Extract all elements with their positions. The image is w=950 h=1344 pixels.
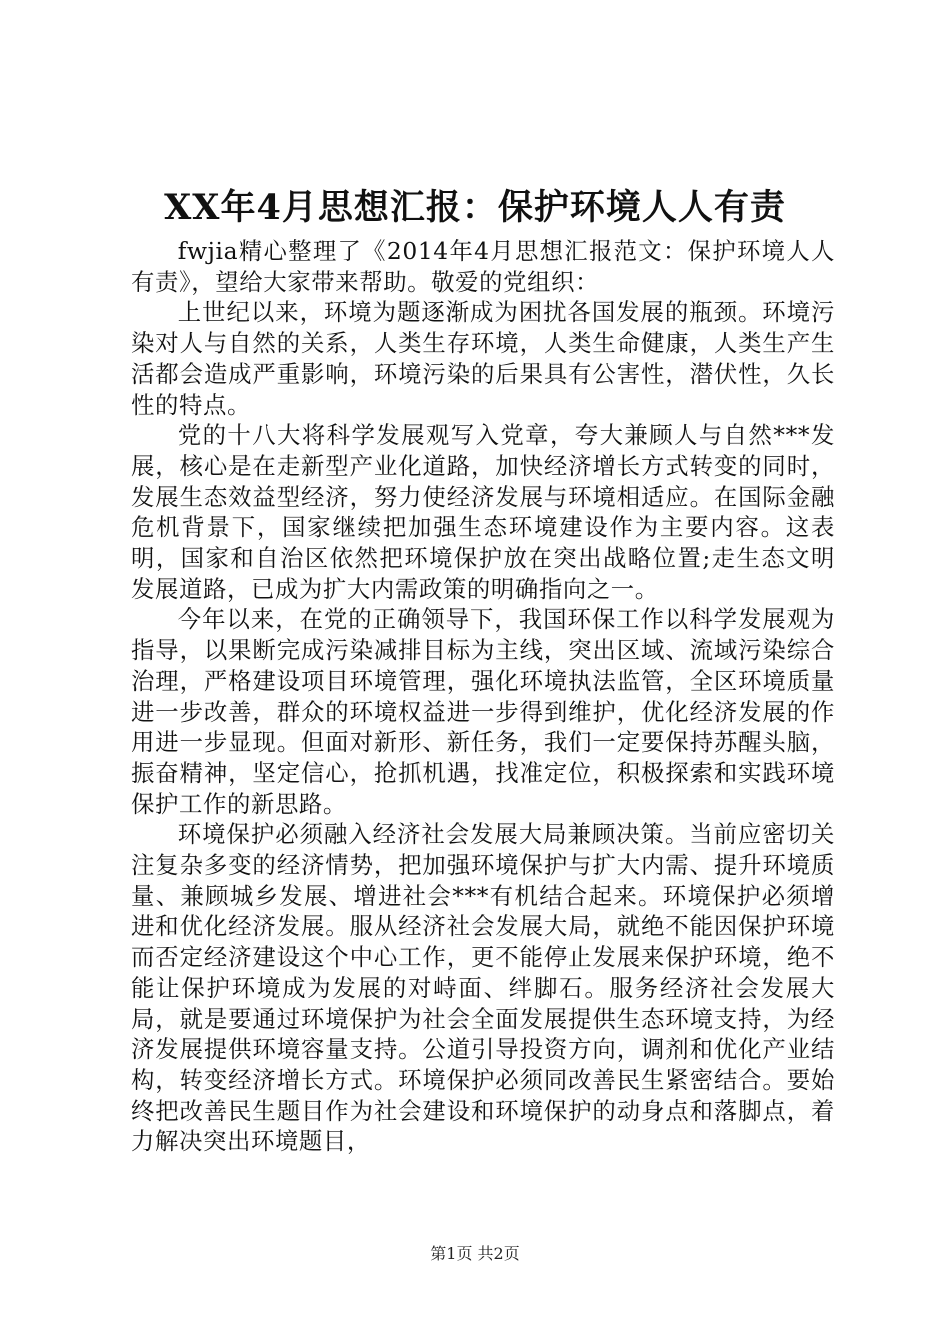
paragraph-environment-problem: 上世纪以来，环境为题逐渐成为困扰各国发展的瓶颈。环境污染对人与自然的关系，人类生存环境，人类生命健康，人类生产生活都会造成严重影响，环境污染的后果具有公害性，潜伏性，久长性的特点。 <box>131 298 835 419</box>
paragraph-this-year-work: 今年以来，在党的正确领导下，我国环保工作以科学发展观为指导，以果断完成污染减排目标为主线，突出区域、流域污染综合治理，严格建设项目环境管理，强化环境执法监管，全区环境质量进一步改善，群众的环境权益进一步得到维护，优化经济发展的作用进一步显现。但面对新形、新任务，我们一定要保持苏醒头脑，振奋精神，坚定信心，抢抓机遇，找准定位，积极探索和实践环境保护工作的新思路。 <box>131 605 835 818</box>
paragraph-party-congress: 党的十八大将科学发展观写入党章，夸大兼顾人与自然***发展，核心是在走新型产业化道路，加快经济增长方式转变的同时，发展生态效益型经济，努力使经济发展与环境相适应。在国际金融危机背景下，国家继续把加强生态环境建设作为主要内容。这表明，国家和自治区依然把环境保护放在突出战略位置;走生态文明发展道路，已成为扩大内需政策的明确指向之一。 <box>131 421 835 603</box>
paragraph-intro: fwjia精心整理了《2014年4月思想汇报范文：保护环境人人有责》，望给大家带来帮助。敬爱的党组织： <box>131 237 835 296</box>
document-title: XX年4月思想汇报：保护环境人人有责 <box>164 187 786 228</box>
paragraph-environment-protection-policy: 环境保护必须融入经济社会发展大局兼顾决策。当前应密切关注复杂多变的经济情势，把加强环境保护与扩大内需、提升环境质量、兼顾城乡发展、增进社会***有机结合起来。环境保护必须增进和优化经济发展。服从经济社会发展大局，就绝不能因保护环境而否定经济建设这个中心工作，更不能停止发展来保护环境，绝不能让保护环境成为发展的对峙面、绊脚石。服务经济社会发展大局，就是要通过环境保护为社会全面发展提供生态环境支持，为经济发展提供环境容量支持。公道引导投资方向，调剂和优化产业结构，转变经济增长方式。环境保护必须同改善民生紧密结合。要始终把改善民生题目作为社会建设和环境保护的动身点和落脚点，着力解决突出环境题目， <box>131 820 835 1156</box>
page-number-footer: 第1页 共2页 <box>430 1244 520 1263</box>
document-body <box>131 236 835 1157</box>
